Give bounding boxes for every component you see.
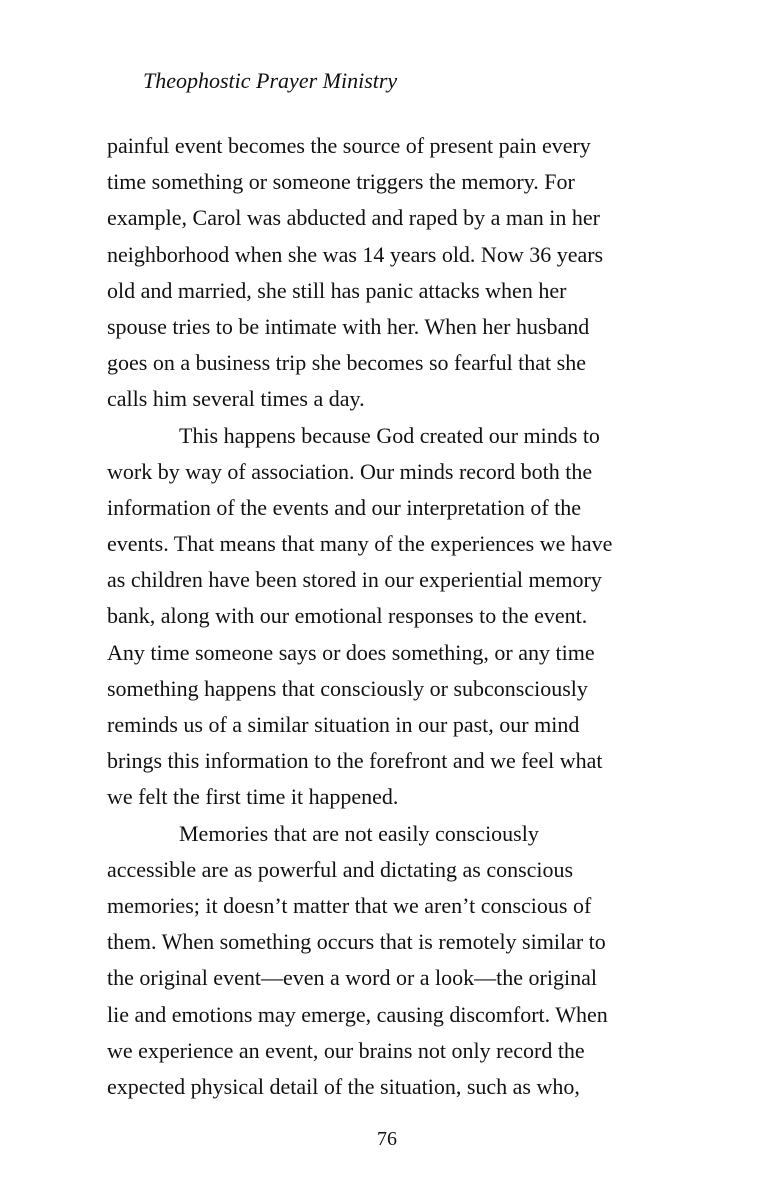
text-line: example, Carol was abducted and raped by a man in her: [107, 205, 600, 231]
text-line: goes on a business trip she becomes so fearful that she: [107, 350, 586, 376]
text-line: Memories that are not easily consciously: [179, 820, 539, 846]
text-line: we felt the first time it happened.: [107, 784, 399, 810]
text-line: neighborhood when she was 14 years old. Now 36 years: [107, 241, 604, 267]
body-text: [107, 128, 687, 1105]
text-line: painful event becomes the source of present pain every: [107, 133, 591, 158]
text-line: bank, along with our emotional responses to the event.: [107, 603, 588, 629]
text-line: lie and emotions may emerge, causing discomfort. When: [107, 1001, 608, 1027]
text-line: time something or someone triggers the memory. For: [107, 169, 575, 195]
text-line: old and married, she still has panic attacks when her: [107, 277, 567, 303]
paragraph: [107, 128, 687, 418]
text-line: events. That means that many of the experiences we have: [107, 531, 613, 557]
text-line: we experience an event, our brains not only record the: [107, 1037, 585, 1063]
text-line: something happens that consciously or subconsciously: [107, 675, 588, 701]
text-line: brings this information to the forefront and we feel what: [107, 748, 603, 774]
text-line: as children have been stored in our experiential memory: [107, 567, 602, 593]
text-line: memories; it doesn’t matter that we aren’t conscious of: [107, 892, 592, 918]
paragraph: [107, 816, 687, 1106]
text-line: spouse tries to be intimate with her. When her husband: [107, 313, 590, 339]
text-line: them. When something occurs that is remotely similar to: [107, 929, 606, 955]
text-line: This happens because God created our minds to: [179, 422, 600, 448]
page-number: 76: [377, 1128, 397, 1150]
text-line: reminds us of a similar situation in our past, our mind: [107, 712, 580, 737]
text-line: the original event—even a word or a look—the original: [107, 965, 597, 991]
text-line: calls him several times a day.: [107, 386, 365, 412]
paragraph: [107, 418, 687, 816]
text-line: expected physical detail of the situation, such as who,: [107, 1073, 580, 1099]
text-line: accessible are as powerful and dictating as conscious: [107, 856, 574, 882]
text-line: work by way of association. Our minds record both the: [107, 458, 593, 484]
text-line: Any time someone says or does something, or any time: [107, 639, 595, 665]
running-head: Theophostic Prayer Ministry: [143, 68, 398, 93]
text-line: information of the events and our interpretation of the: [107, 494, 582, 520]
